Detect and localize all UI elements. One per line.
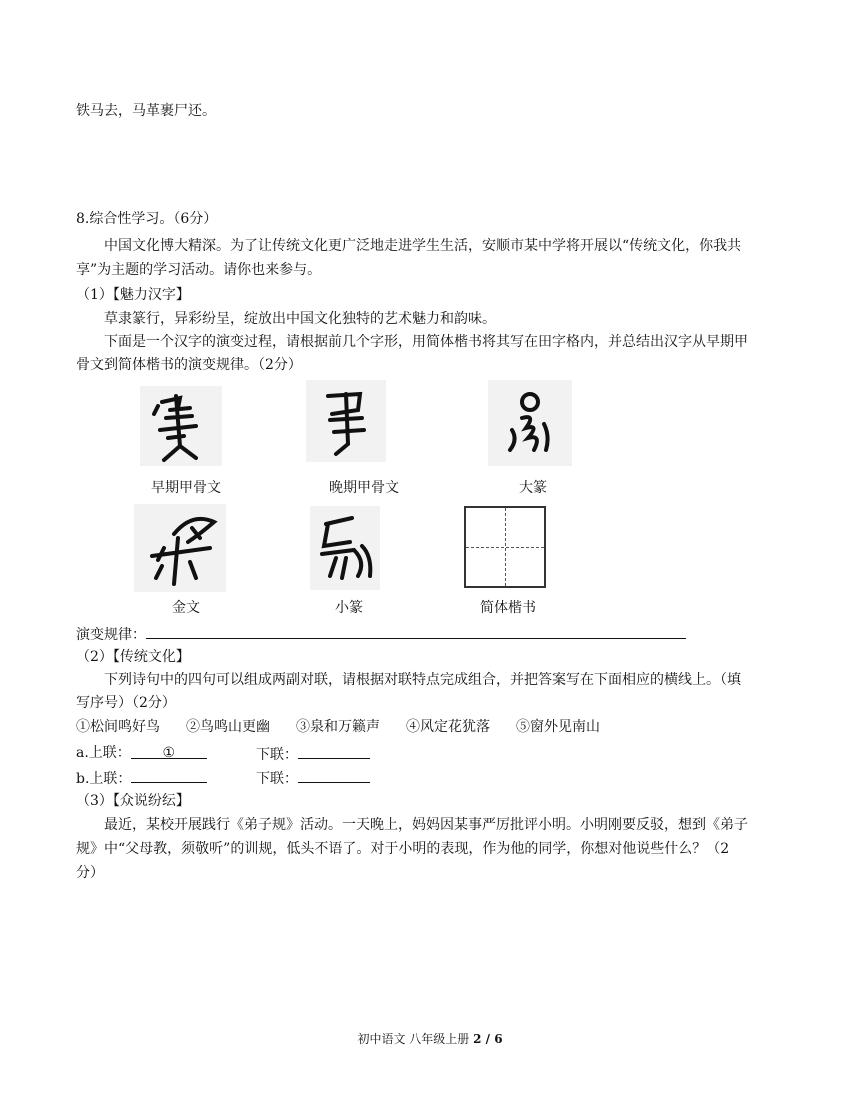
poem-options-row	[76, 716, 626, 738]
small-seal-glyph-image	[310, 506, 380, 590]
caption-late-oracle-bone: 晚期甲骨文	[329, 480, 399, 496]
poem-tail-text: 铁马去，马革裹尸还。	[76, 103, 216, 119]
late-oracle-bone-glyph-image	[306, 380, 386, 462]
part-1-line-1: 草隶篆行，异彩纷呈，绽放出中国文化独特的艺术魅力和韵味。	[104, 311, 496, 327]
poem-option-1: ①松间鸣好鸟	[76, 719, 160, 735]
couplet-a-lower-row	[256, 742, 370, 766]
poem-option-2: ②鸟鸣山更幽	[186, 719, 270, 735]
tianzige-answer-box[interactable]	[464, 506, 546, 588]
question-8-title: 8.综合性学习。（6分）	[76, 211, 218, 227]
part-3-line-3: 分）	[76, 865, 104, 881]
caption-early-oracle-bone: 早期甲骨文	[151, 480, 221, 496]
part-1-line-2: 下面是一个汉字的演变过程，请根据前几个字形，用简体楷书将其写在田字格内，并总结出汉字从早期甲	[104, 334, 748, 350]
evolution-rule-answer-line[interactable]	[146, 622, 686, 639]
poem-option-3: ③泉和万籁声	[296, 719, 380, 735]
part-1-line-3: 骨文到简体楷书的演变规律。（2分）	[76, 357, 302, 373]
great-seal-glyph-image	[488, 380, 572, 466]
couplet-b-lower-label: 下联：	[256, 771, 298, 787]
tianzige-vertical-guide	[505, 508, 506, 586]
couplet-a-upper-answer[interactable]: ①	[131, 742, 207, 759]
poem-option-4: ④风定花犹落	[406, 719, 490, 735]
question-8-intro-line-1: 中国文化博大精深。为了让传统文化更广泛地走进学生生活，安顺市某中学将开展以“传统文化，你我共	[104, 238, 742, 254]
part-2-heading: （2）【传统文化】	[76, 649, 190, 665]
early-oracle-bone-glyph-image	[140, 386, 222, 466]
poem-option-5: ⑤窗外见南山	[516, 719, 600, 735]
couplet-b-upper-label: b.上联：	[76, 771, 132, 787]
part-2-line-2: 写序号）（2分）	[76, 695, 176, 711]
footer-page-number: 2 / 6	[473, 1032, 503, 1046]
caption-small-seal: 小篆	[335, 600, 363, 616]
footer-course-label: 初中语文 八年级上册	[357, 1032, 470, 1046]
couplet-b-upper-answer[interactable]	[131, 766, 207, 783]
part-1-heading: （1）【魅力汉字】	[76, 287, 190, 303]
page-footer	[0, 1030, 860, 1047]
couplet-b-row	[76, 766, 207, 790]
question-8-intro-line-2: 享”为主题的学习活动。请你也来参与。	[76, 262, 322, 278]
part-3-line-1: 最近，某校开展践行《弟子规》活动。一天晚上，妈妈因某事严厉批评小明。小明刚要反驳，想到《弟子	[104, 817, 748, 833]
part-3-line-2: 规》中“父母教，须敬听”的训规，低头不语了。对于小明的表现，作为他的同学，你想对他说些什么？（2	[76, 841, 730, 857]
caption-bronze-inscription: 金文	[172, 600, 200, 616]
couplet-a-row	[76, 742, 207, 764]
couplet-b-lower-answer[interactable]	[298, 766, 370, 783]
evolution-rule-label: 演变规律：	[76, 627, 146, 643]
couplet-a-lower-label: 下联：	[256, 747, 298, 763]
couplet-b-lower-row	[256, 766, 370, 790]
caption-great-seal: 大篆	[519, 480, 547, 496]
bronze-inscription-glyph-image	[134, 504, 226, 592]
caption-regular-script: 简体楷书	[480, 600, 536, 616]
evolution-rule-row	[76, 622, 686, 646]
couplet-a-lower-answer[interactable]	[298, 742, 370, 759]
part-2-line-1: 下列诗句中的四句可以组成两副对联，请根据对联特点完成组合，并把答案写在下面相应的横线上。（填	[104, 672, 741, 688]
part-3-heading: （3）【众说纷纭】	[76, 793, 190, 809]
couplet-a-upper-label: a.上联：	[76, 745, 131, 761]
